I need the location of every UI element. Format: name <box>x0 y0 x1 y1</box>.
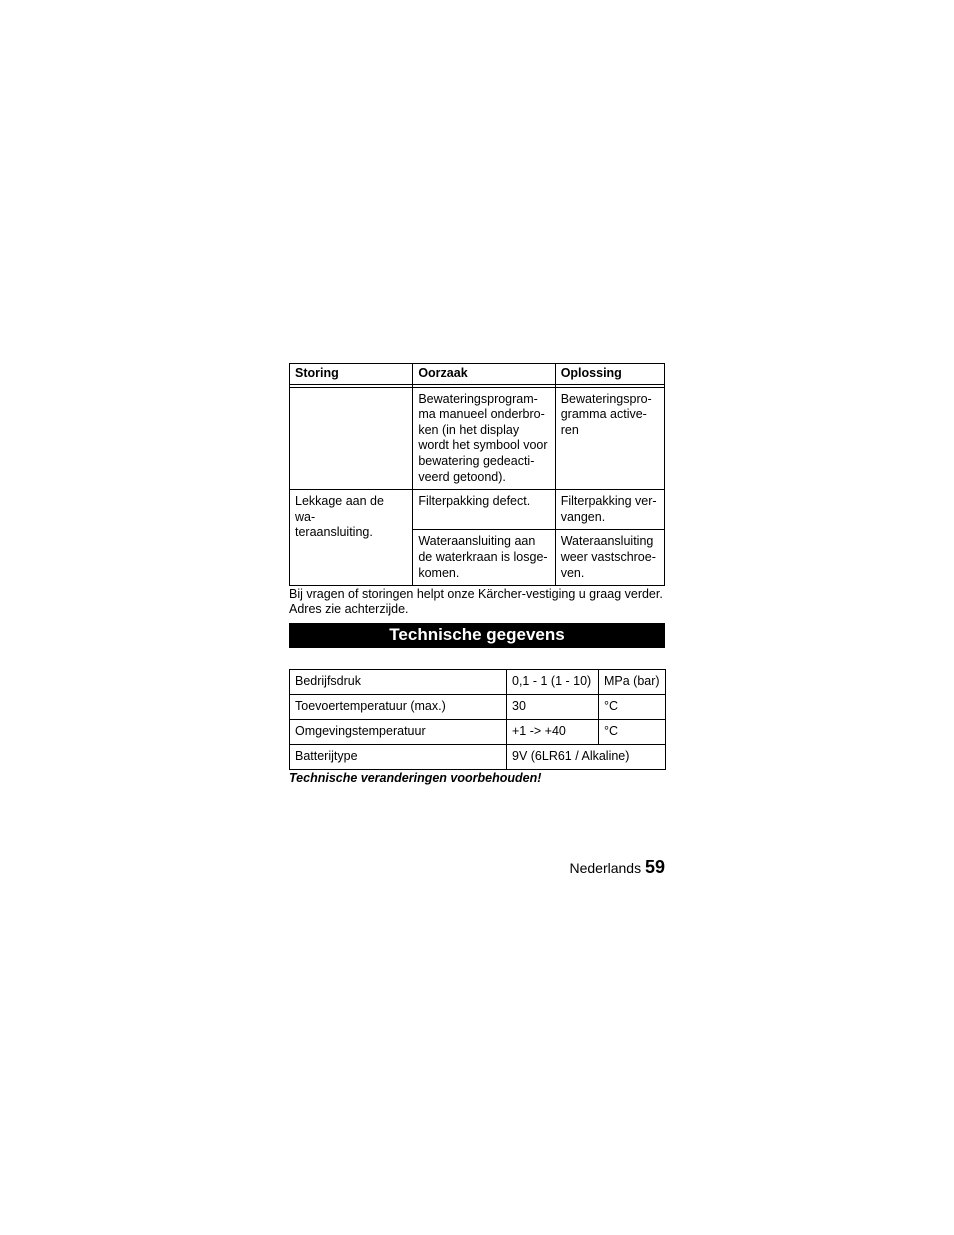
cell-line: Filterpakking ver- <box>560 494 657 509</box>
cell-line: veerd getoond). <box>418 469 506 484</box>
table-row <box>290 490 665 530</box>
page-content <box>289 363 665 786</box>
page-footer <box>540 857 665 878</box>
header-oplossing: Oplossing <box>555 364 664 385</box>
footer-language: Nederlands <box>569 860 642 876</box>
cell-line: wordt het symbool voor <box>418 438 548 453</box>
spec-value: +1 -> +40 <box>507 720 599 745</box>
oplossing-cell <box>555 387 664 490</box>
cell-line: ven. <box>560 565 585 580</box>
table-row <box>290 670 666 695</box>
oplossing-cell <box>555 490 664 530</box>
spec-label: Batterijtype <box>290 745 507 770</box>
fault-table <box>289 363 665 586</box>
storing-cell <box>290 387 413 490</box>
spec-unit: MPa (bar) <box>599 670 666 695</box>
spec-label: Toevoertemperatuur (max.) <box>290 695 507 720</box>
table-row <box>290 720 666 745</box>
spec-table <box>289 669 666 770</box>
spec-value: 9V (6LR61 / Alkaline) <box>507 745 666 770</box>
cell-line: Bewateringspro- <box>560 391 652 406</box>
spec-value: 30 <box>507 695 599 720</box>
cell-line: Bewateringsprogram- <box>418 391 538 406</box>
header-storing: Storing <box>290 364 413 385</box>
cell-line: vangen. <box>560 509 606 524</box>
spec-value: 0,1 - 1 (1 - 10) <box>507 670 599 695</box>
cell-line: ma manueel onderbro- <box>418 407 545 422</box>
cell-line: de waterkraan is losge- <box>418 549 548 564</box>
spec-unit: °C <box>599 695 666 720</box>
section-heading: Technische gegevens <box>289 623 665 648</box>
note-line: Adres zie achterzijde. <box>289 602 409 617</box>
cell-line: gramma active- <box>560 407 647 422</box>
cell-line: Wateraansluiting <box>560 534 654 549</box>
fault-table-header <box>290 364 665 385</box>
table-row <box>290 387 665 490</box>
oorzaak-cell <box>413 490 555 530</box>
cell-line: ren <box>560 422 579 437</box>
oplossing-cell <box>555 530 664 586</box>
cell-line: teraansluiting. <box>295 525 373 540</box>
table-row <box>290 695 666 720</box>
cell-line: komen. <box>418 565 460 580</box>
cell-line: Wateraansluiting aan <box>418 534 536 549</box>
note-line: Bij vragen of storingen helpt onze Kärcher-vestiging u graag verder. <box>289 587 663 602</box>
cell-line: Lekkage aan de wa- <box>295 494 384 524</box>
oorzaak-cell <box>413 387 555 490</box>
spec-label: Omgevingstemperatuur <box>290 720 507 745</box>
header-oorzaak: Oorzaak <box>413 364 555 385</box>
disclaimer: Technische veranderingen voorbehouden! <box>289 771 542 786</box>
cell-line: Filterpakking defect. <box>418 494 531 509</box>
table-row <box>290 745 666 770</box>
support-note <box>289 587 665 617</box>
spec-unit: °C <box>599 720 666 745</box>
oorzaak-cell <box>413 530 555 586</box>
spec-label: Bedrijfsdruk <box>290 670 507 695</box>
storing-cell <box>290 490 413 586</box>
cell-line: weer vastschroe- <box>560 549 656 564</box>
cell-line: bewatering gedeacti- <box>418 453 535 468</box>
page-number: 59 <box>644 857 665 877</box>
cell-line: ken (in het display <box>418 422 520 437</box>
